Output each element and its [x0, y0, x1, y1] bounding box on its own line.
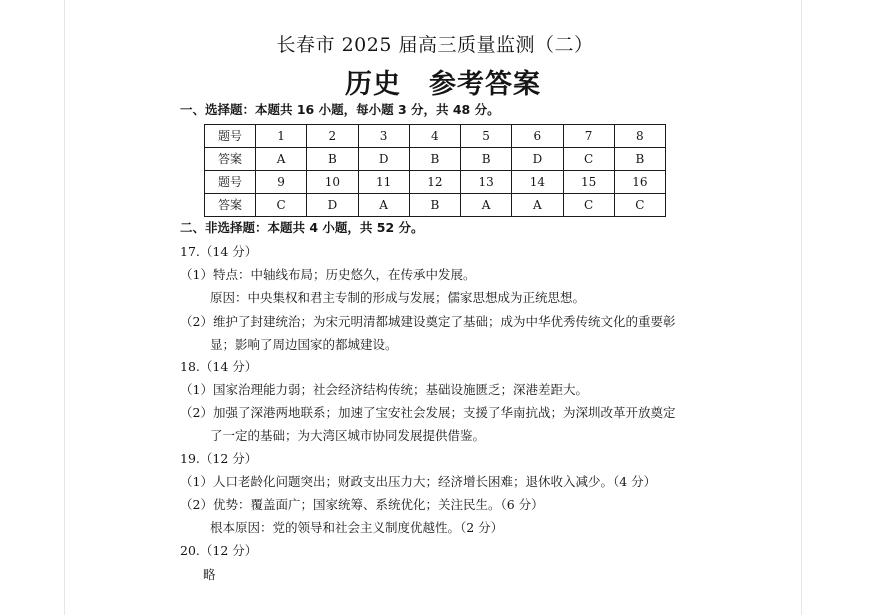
q17-part1-line1: （1）特点：中轴线布局；历史悠久，在传承中发展。: [180, 267, 476, 282]
answer-cell: C: [563, 194, 614, 217]
answer-cell: 11: [358, 171, 409, 194]
answer-cell: D: [358, 148, 409, 171]
row-label-cell: 答案: [205, 148, 256, 171]
answer-cell: 12: [409, 171, 460, 194]
answer-cell: 5: [461, 125, 512, 148]
answer-cell: B: [614, 148, 665, 171]
answer-cell: B: [409, 194, 460, 217]
q19-part2-line2: 根本原因：党的领导和社会主义制度优越性。（2 分）: [210, 520, 504, 535]
row-label-cell: 题号: [205, 125, 256, 148]
answer-cell: 8: [614, 125, 665, 148]
answer-cell: 2: [307, 125, 358, 148]
q18-part2-line2: 了一定的基础；为大湾区城市协同发展提供借鉴。: [210, 428, 486, 443]
answer-cell: C: [614, 194, 665, 217]
answer-cell: C: [256, 194, 307, 217]
q19-part1-line1: （1）人口老龄化问题突出；财政支出压力大；经济增长困难；退休收入减少。（4 分）: [180, 474, 657, 489]
row-label-cell: 题号: [205, 171, 256, 194]
answer-cell: 7: [563, 125, 614, 148]
q18-number: 18.（14 分）: [180, 359, 258, 374]
answer-cell: 15: [563, 171, 614, 194]
q17-part2-line2: 显；影响了周边国家的都城建设。: [210, 337, 398, 352]
answer-cell: 14: [512, 171, 563, 194]
answer-cell: 1: [256, 125, 307, 148]
row-label-cell: 答案: [205, 194, 256, 217]
answer-cell: B: [461, 148, 512, 171]
answer-cell: 16: [614, 171, 665, 194]
q18-part1-line1: （1）国家治理能力弱；社会经济结构传统；基础设施匮乏；深港差距大。: [180, 382, 588, 397]
q18-part2-line1: （2）加强了深港两地联系；加速了宝安社会发展；支援了华南抗战；为深圳改革开放奠定: [180, 405, 676, 420]
answer-cell: A: [256, 148, 307, 171]
answer-table-row: [205, 194, 666, 217]
q17-number: 17.（14 分）: [180, 244, 258, 259]
section1-heading: 一、选择题：本题共 16 小题，每小题 3 分，共 48 分。: [180, 102, 500, 117]
answer-table-row: [205, 125, 666, 148]
answer-cell: 10: [307, 171, 358, 194]
answer-cell: 9: [256, 171, 307, 194]
answer-cell: C: [563, 148, 614, 171]
answer-cell: A: [512, 194, 563, 217]
q19-number: 19.（12 分）: [180, 451, 258, 466]
answer-cell: 13: [461, 171, 512, 194]
answer-cell: A: [461, 194, 512, 217]
answer-cell: B: [307, 148, 358, 171]
answer-table-body: [205, 125, 666, 217]
q20-answer: 略: [203, 567, 216, 582]
document-title: 历史 参考答案: [345, 69, 541, 100]
answer-cell: 4: [409, 125, 460, 148]
answer-cell: D: [512, 148, 563, 171]
q19-part2-line1: （2）优势：覆盖面广；国家统筹、系统优化；关注民生。（6 分）: [180, 497, 544, 512]
answer-cell: 6: [512, 125, 563, 148]
answer-table-row: [205, 148, 666, 171]
answer-table-row: [205, 171, 666, 194]
answer-cell: 3: [358, 125, 409, 148]
exam-header: 长春市 2025 届高三质量监测（二）: [276, 34, 594, 56]
answer-cell: A: [358, 194, 409, 217]
answer-cell: B: [409, 148, 460, 171]
q17-part2-line1: （2）维护了封建统治；为宋元明清都城建设奠定了基础；成为中华优秀传统文化的重要彰: [180, 314, 676, 329]
q17-part1-line2: 原因：中央集权和君主专制的形成与发展；儒家思想成为正统思想。: [210, 290, 586, 305]
answer-table: [204, 124, 666, 217]
q20-number: 20.（12 分）: [180, 543, 258, 558]
answer-cell: D: [307, 194, 358, 217]
section2-heading: 二、非选择题：本题共 4 小题，共 52 分。: [180, 220, 424, 235]
